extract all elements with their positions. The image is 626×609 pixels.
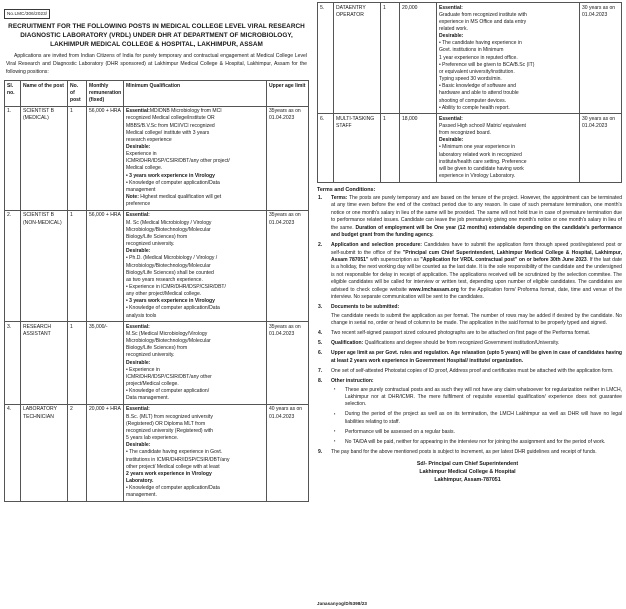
qualification-line: Medical college/ institute with 3 years <box>126 129 210 136</box>
cell-age-limit: 35years as on 01.04.2023 <box>267 210 309 321</box>
qualification-line: analysis tools <box>126 312 157 319</box>
cell-qualification <box>124 210 267 321</box>
qualification-line: Graduate from recognized institute with <box>439 11 527 18</box>
terms-item-text: One set of self-attested Photostat copies of ID proof, Address proof and certificates must be attached with the application form. <box>331 367 614 374</box>
title-line-1: RECRUITMENT FOR THE FOLLOWING POSTS IN MEDICAL COLLEGE LEVEL VIRAL RESEARCH <box>8 22 305 30</box>
terms-item <box>317 368 622 375</box>
terms-item <box>317 378 622 447</box>
cell-no-of-post: 1 <box>68 322 87 405</box>
qualification-line: hardware and able to attend trouble <box>439 90 519 97</box>
terms-item-text: Qualification: Qualifications and degree should be from recognized Government institution/University. <box>331 340 560 347</box>
qualification-line: Biology/Life Sciences) from <box>126 345 188 352</box>
signatory-address: Lakhimpur, Assam-787051 <box>434 477 501 484</box>
qualification-line: Microbiology/Biotechnology/Molecular <box>126 338 211 345</box>
terms-item <box>317 449 622 456</box>
cell-sl-no: 6. <box>318 114 334 182</box>
qualification-line: Laboratory. <box>126 478 154 485</box>
table-row <box>5 404 309 501</box>
terms-heading: Terms and Conditions: <box>317 186 376 193</box>
qualification-line: • Minimum one year experience in <box>439 144 516 151</box>
cell-post-name: DATAENTRY OPERATOR <box>334 3 381 114</box>
cell-post-name: SCIENTIST B (NON-MEDICAL) <box>21 210 68 321</box>
cell-no-of-post: 1 <box>68 106 87 210</box>
cell-qualification <box>124 404 267 501</box>
qualification-line: Essential: <box>126 212 150 219</box>
qualification-line: • Ability to comple health report. <box>439 104 510 111</box>
qualification-line: ICMR/DHR/IDSP/CSIR/DBT/any other project/ <box>126 158 230 165</box>
qualification-line: Essential: <box>126 406 150 413</box>
qualification-line: recognized university. <box>126 352 175 359</box>
terms-item-number: 5. <box>318 340 323 347</box>
table-row <box>5 106 309 210</box>
cell-no-of-post: 1 <box>68 210 87 321</box>
table-row <box>318 3 622 114</box>
cell-qualification <box>437 3 580 114</box>
header-sl-no: Sl. no. <box>5 81 21 106</box>
terms-item <box>317 350 622 365</box>
qualification-line: or equivalent university/institution. <box>439 68 515 75</box>
qualification-line: institutions in ICMR/DHR/IDSP/CSIR/DBT/any <box>126 456 230 463</box>
table-row <box>5 210 309 321</box>
terms-item-number: 1. <box>318 194 323 201</box>
table-row <box>5 322 309 405</box>
qualification-line: • Knowledge of computer application/Data <box>126 179 220 186</box>
cell-sl-no: 4. <box>5 404 21 501</box>
qualification-line: B.Sc. (MLT) from recognized university <box>126 413 213 420</box>
qualification-line: M.Sc (Medical Microbiology/Virology <box>126 330 208 337</box>
qualification-line: Passed High school/ Matric/ equivalent <box>439 123 526 129</box>
qualification-line: Essential:MD/DNB Microbiology from MCI <box>126 108 222 115</box>
qualification-line: Govt. institutions in Minimum <box>439 47 504 54</box>
qualification-line: project/Medical college. <box>126 381 179 388</box>
cell-post-name: LABORATORY TECHNICIAN <box>21 404 68 501</box>
qualification-line: • Basic knowledge of software and <box>439 83 516 90</box>
terms-item-number: 7. <box>318 367 323 374</box>
posts-table <box>4 80 309 502</box>
qualification-line: MBBS/B.V.Sc from MCI/VCI recognized <box>126 122 215 129</box>
qualification-line: any other project/Medical college. <box>126 291 202 298</box>
header-post-name: Name of the post <box>21 81 68 106</box>
cell-remuneration: 20,000 + HRA <box>87 404 124 501</box>
signatory-institution: Lakhimpur Medical College & Hospital <box>419 469 516 476</box>
qualification-line: shooting of computer devices. <box>439 97 507 104</box>
qualification-line: other project/ Medical college with at least <box>126 463 220 470</box>
qualification-line: • Experience in <box>126 366 160 373</box>
title-line-3: LAKHIMPUR MEDICAL COLLEGE & HOSPITAL, LAKHIMPUR, ASSAM <box>50 41 263 49</box>
cell-no-of-post: 1 <box>381 114 400 182</box>
qualification-line: Data management. <box>126 395 169 402</box>
qualification-line: Microbiology/Biotechnology/Molecular <box>126 262 211 269</box>
cell-post-name: SCIENTIST B (MEDICAL) <box>21 106 68 210</box>
terms-item-number: 9. <box>318 448 323 455</box>
right-column <box>313 0 626 609</box>
cell-age-limit: 40 years as on 01.04.2023 <box>267 404 309 501</box>
qualification-line: • Knowledge of computer application/Data <box>126 485 220 492</box>
cell-sl-no: 5. <box>318 3 334 114</box>
terms-item <box>317 340 622 347</box>
qualification-line: recognized Medical college/institute OR <box>126 115 215 122</box>
terms-item <box>317 242 622 302</box>
qualification-line: (Registered) OR Diploma MLT from <box>126 420 206 427</box>
qualification-line: Medical college. <box>126 165 163 172</box>
cell-remuneration: 35,000/- <box>87 322 124 405</box>
terms-list <box>317 195 622 457</box>
terms-item-text: Documents to be submitted: The candidate needs to submit the application as per format. The number of rows may be added if desired by the candidate. No change in serial no, order or head of column to be made. The application in the said format to be properly typed and signed. <box>331 304 622 327</box>
qualification-line: Note: Highest medical qualification will get <box>126 194 222 201</box>
qualification-line: recognized university. <box>126 241 175 248</box>
header-qualification: Minimum Qualification <box>124 81 267 106</box>
qualification-line: related work. <box>439 25 468 32</box>
terms-item-number: 4. <box>318 330 323 337</box>
cell-post-name: RESEARCH ASSISTANT <box>21 322 68 405</box>
terms-bullet-list <box>331 387 622 447</box>
terms-item <box>317 330 622 337</box>
cell-qualification <box>437 114 580 182</box>
cell-sl-no: 1. <box>5 106 21 210</box>
header-remuneration: Monthly remuneration (fixed) <box>87 81 124 106</box>
cell-remuneration: 20,000 <box>400 3 437 114</box>
qualification-line: research experience <box>126 136 172 143</box>
qualification-line: M. Sc (Medical Microbiology / Virology <box>126 219 212 226</box>
janasanyog-reference: Janasanyog/D/5398/23 <box>317 601 368 606</box>
qualification-line: as two years research experience. <box>126 276 203 283</box>
terms-item <box>317 304 622 327</box>
qualification-line: • Knowledge of computer application/ <box>126 388 210 395</box>
page-title <box>6 22 307 50</box>
qualification-line: • Ph.D. (Medical Microbiology / Virology / <box>126 255 218 262</box>
qualification-line: • The candidate having experience in Govt. <box>126 449 223 456</box>
qualification-line: Desirable: <box>126 442 151 449</box>
signatory-designation: Sd/- Principal cum Chief Superintendent <box>416 461 519 468</box>
qualification-line: Essential: <box>439 4 463 11</box>
cell-no-of-post: 2 <box>68 404 87 501</box>
cell-age-limit: 35years as on 01.04.2023 <box>267 322 309 405</box>
qualification-line: • 3 years work experience in Virology <box>126 298 215 305</box>
qualification-line: 5 years lab experience. <box>126 435 179 442</box>
title-line-2: DIAGNOSTIC LABORATORY (VRDL) UNDER DHR AT DEPARTMENT OF MICROBIOLOGY, <box>20 31 293 39</box>
header-no-of-post: No. of post <box>68 81 87 106</box>
qualification-line: Essential: <box>439 115 463 122</box>
qualification-line: Typing speed 30 words/min. <box>439 76 502 83</box>
qualification-line: laboratory related work in recognized <box>439 151 522 158</box>
document-number: No.LMC/306/2023/ <box>4 9 50 19</box>
cell-age-limit: 30 years as on 01.04.2023 <box>580 3 622 114</box>
qualification-line: Desirable: <box>439 33 464 40</box>
qualification-line: Essential: <box>126 323 150 330</box>
qualification-line: Desirable: <box>126 359 151 366</box>
qualification-line: ICMR/DHR/IDSP/CSIR/DBT/any other <box>126 373 212 380</box>
intro-paragraph: Applications are invited from Indian Citizens of India for purely temporary and contractual engagement at Medical College Level Viral Research and Diagnostic Laboratory (DHR sponsored) at Lakhimpur Medical College & Hospital, Lakhimpur, Assam for the following positions: <box>6 53 307 75</box>
qualification-line: Desirable: <box>439 137 464 144</box>
signature-block <box>317 461 622 485</box>
qualification-line: Biology/Life Sciences) shall be counted <box>126 269 214 276</box>
qualification-line: management <box>126 186 156 193</box>
qualification-line: • The candidate having experience in <box>439 40 522 47</box>
terms-bullet-item: ▪ During the period of the project as well as on its termination, the LMCH Lakhimpur as well as DHR will have no legal liabilities relating to staff. <box>331 411 622 426</box>
terms-bullet-item: ▪ No TA/DA will be paid, neither for appearing in the interview nor for joining the assignment and for the period of work. <box>331 439 622 446</box>
qualification-line: experience in Virology Laboratory. <box>439 173 516 180</box>
terms-item-text: The pay band for the above mentioned posts is subject to increment, as per latest DHR guidelines and receipt of funds. <box>331 448 597 455</box>
qualification-line: management. <box>126 492 157 499</box>
qualification-line: Desirable: <box>126 248 151 255</box>
terms-item-number: 8. <box>318 377 323 384</box>
terms-bullet-item: ▪ Performance will be assessed on a regular basis. <box>331 429 622 436</box>
qualification-line: recognized university (Registered) with <box>126 427 213 434</box>
qualification-line: • Preference will be given to BCA/B.Sc (IT) <box>439 61 535 68</box>
qualification-line: Microbiology/Biotechnology/Molecular <box>126 226 211 233</box>
table-header-row <box>5 81 309 106</box>
qualification-line: • Knowledge of computer application/Data <box>126 305 220 312</box>
terms-item-number: 3. <box>318 304 323 311</box>
cell-qualification <box>124 106 267 210</box>
qualification-line: will be given to candidate having work <box>439 165 524 172</box>
terms-item-text: Two recent self-signed passport sized coloured photographs are to be attached on first page of the Performa format. <box>331 330 591 337</box>
qualification-line: from recognized board. <box>439 130 491 137</box>
posts-table-continued <box>317 2 622 183</box>
cell-remuneration: 18,000 <box>400 114 437 182</box>
table-row <box>318 114 622 182</box>
qualification-line: Biology/Life Sciences) from <box>126 233 188 240</box>
cell-remuneration: 56,000 + HRA <box>87 106 124 210</box>
header-age-limit: Upper age limit <box>267 81 309 106</box>
qualification-line: experience in MS Office and data entry <box>439 18 527 25</box>
cell-sl-no: 2. <box>5 210 21 321</box>
terms-item-number: 6. <box>318 350 323 357</box>
terms-item-text: Terms: The posts are purely temporary and are based on the tenure of the project. However, the appointment can be terminated at any time even before the end of the contract period due to any reason. In case of such premature termination, one month's notice or one month's salary in lieu of the same will be provided. The same will not hold true in case of premature termination due to performance related issues. Candidate can leave the job prematurely giving one month's notice or one month's salary in lieu of the same. Duration of employment will be One year (12 months) extendable depending on the candidate's performance and budget grant from the funding agency. <box>331 194 622 239</box>
qualification-line: preference <box>126 201 151 208</box>
qualification-line: institute/health care setting. Preference <box>439 158 527 165</box>
qualification-line: 2 years work experience in Virology <box>126 470 212 477</box>
qualification-line: • Experience in ICMR/DHR/IDSP/CSIR/DBT/ <box>126 283 226 290</box>
terms-item-number: 2. <box>318 242 323 249</box>
cell-post-name: MULTI-TASKING STAFF <box>334 114 381 182</box>
terms-item-text: Application and selection procedure: Candidates have to submit the application form through speed post/registered post or self-submit to the office of the "Principal cum Chief Superintendent, Lakhimpur Medical College & Hospital, Lakhimpur, Assam 787051" with superscription as "Application for VRDL contractual post" on or before 30th June 2023. If the last date is a holiday, the next working day will be counted as the last date. It is the sole responsibility of the candidate and the undersigned is not responsible for delay in receipt of application. The applications received will be scrutinized by the selection commitee. The eligible candidates will be called for interview or written test, depending upon number of eligible candidates. The candidates are advised to check college website www.lmchassam.org for the Application form/ Proforma format, date, time and venue of the interview. No separate communication will be sent to the candidates. <box>331 242 623 301</box>
cell-qualification <box>124 322 267 405</box>
cell-no-of-post: 1 <box>381 3 400 114</box>
cell-age-limit: 30 years as on 01.04.2023 <box>580 114 622 182</box>
qualification-line: 1 year experience in reputed office. <box>439 54 518 61</box>
cell-sl-no: 3. <box>5 322 21 405</box>
terms-item <box>317 195 622 240</box>
terms-bullet-item: ▪ These are purely contractual posts and as such they will not have any claim whatsoever for regularization neither in LMCH, Lakhimpur nor at DHR/ICMR. The mere fulfilment of requisite essential qualification/ experience does not guarantee selection. <box>331 387 622 409</box>
qualification-line: • 3 years work experience in Virology <box>126 172 215 179</box>
qualification-line: Desirable: <box>126 144 151 151</box>
terms-item-text: Other instruction: <box>331 377 374 384</box>
qualification-line: Experience in <box>126 151 157 158</box>
terms-item-text: Upper age limit as per Govt. rules and regulation. Age relaxation (upto 5 years) will be given in case of candidates having at least 2 years work experience in Government Hospital/ institute/ organization. <box>331 350 622 364</box>
cell-age-limit: 35years as on 01.04.2023 <box>267 106 309 210</box>
cell-remuneration: 56,000 + HRA <box>87 210 124 321</box>
